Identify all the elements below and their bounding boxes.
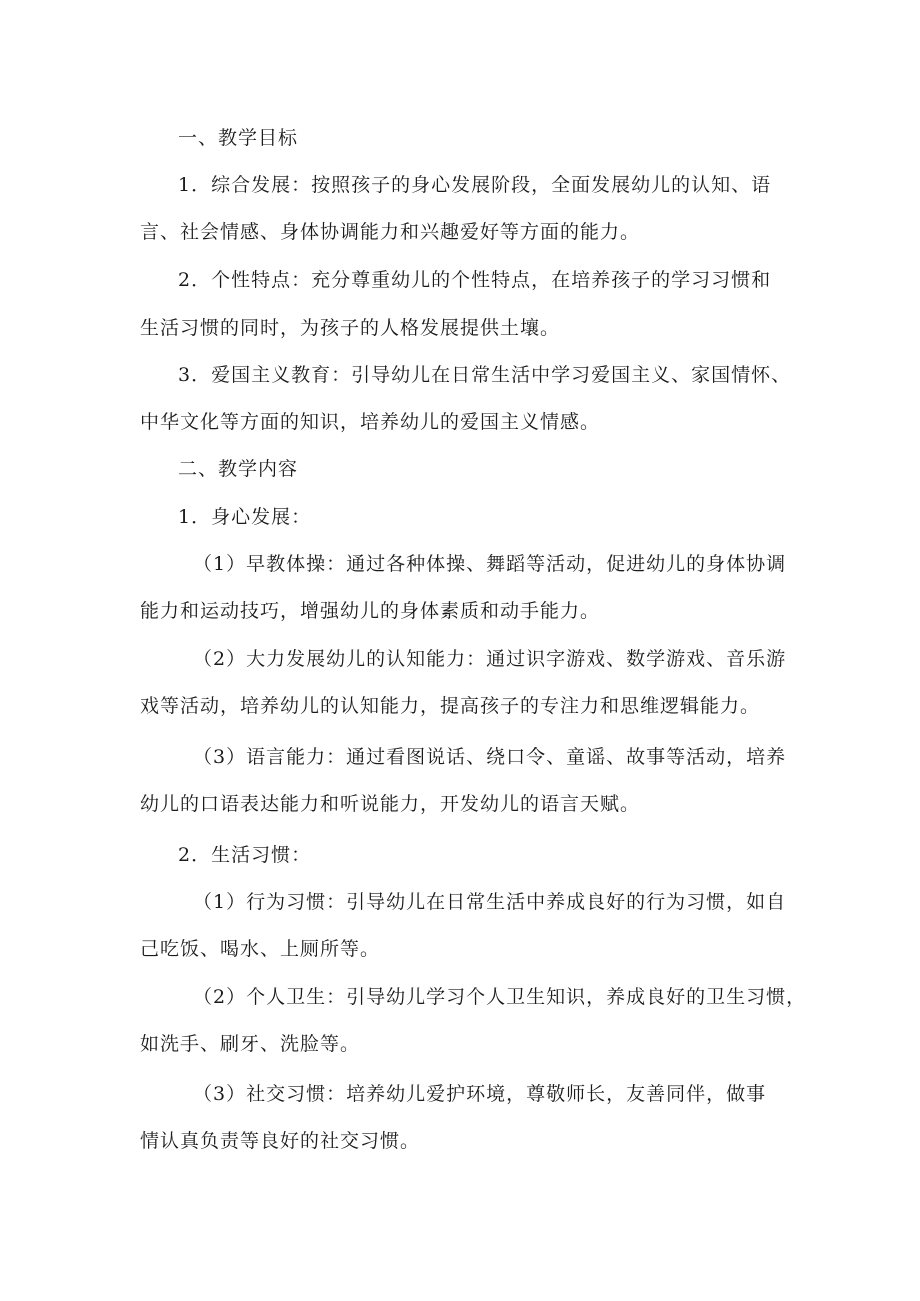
section2-part1-item1-line1: （1）早教体操：通过各种体操、舞蹈等活动，促进幼儿的身体协调 bbox=[193, 553, 787, 575]
section2-part2-item1-line2: 己吃饭、喝水、上厕所等。 bbox=[140, 938, 381, 960]
section1-item1-line2: 言、社会情感、身体协调能力和兴趣爱好等方面的能力。 bbox=[140, 221, 641, 243]
section2-part2-item3-line1: （3）社交习惯：培养幼儿爱护环境，尊敬师长，友善同伴，做事 bbox=[193, 1083, 767, 1105]
section2-part2-item2-line1: （2）个人卫生：引导幼儿学习个人卫生知识，养成良好的卫生习惯， bbox=[193, 986, 807, 1008]
section2-part2-item3-line2: 情认真负责等良好的社交习惯。 bbox=[140, 1130, 421, 1152]
section1-heading: 一、教学目标 bbox=[178, 127, 299, 149]
section1-item1-line1: 1．综合发展：按照孩子的身心发展阶段，全面发展幼儿的认知、语 bbox=[178, 174, 772, 196]
section2-part1-item3-line2: 幼儿的口语表达能力和听说能力，开发幼儿的语言天赋。 bbox=[140, 793, 641, 815]
section2-part1-item3-line1: （3）语言能力：通过看图说话、绕口令、童谣、故事等活动，培养 bbox=[193, 746, 787, 768]
section2-part2-title: 2．生活习惯： bbox=[178, 844, 312, 866]
section2-part1-title: 1．身心发展： bbox=[178, 506, 312, 528]
section2-part1-item2-line2: 戏等活动，培养幼儿的认知能力，提高孩子的专注力和思维逻辑能力。 bbox=[140, 695, 761, 717]
section1-item2-line2: 生活习惯的同时，为孩子的人格发展提供土壤。 bbox=[140, 317, 561, 339]
section1-item2-line1: 2．个性特点：充分尊重幼儿的个性特点，在培养孩子的学习习惯和 bbox=[178, 269, 772, 291]
section2-heading: 二、教学内容 bbox=[178, 458, 299, 480]
section2-part1-item2-line1: （2）大力发展幼儿的认知能力：通过识字游戏、数学游戏、音乐游 bbox=[193, 648, 787, 670]
section1-item3-line1: 3．爱国主义教育：引导幼儿在日常生活中学习爱国主义、家国情怀、 bbox=[178, 364, 792, 386]
section2-part1-item1-line2: 能力和运动技巧，增强幼儿的身体素质和动手能力。 bbox=[140, 600, 601, 622]
section2-part2-item2-line2: 如洗手、刷牙、洗脸等。 bbox=[140, 1033, 361, 1055]
section1-item3-line2: 中华文化等方面的知识，培养幼儿的爱国主义情感。 bbox=[140, 411, 601, 433]
section2-part2-item1-line1: （1）行为习惯：引导幼儿在日常生活中养成良好的行为习惯，如自 bbox=[193, 891, 787, 913]
